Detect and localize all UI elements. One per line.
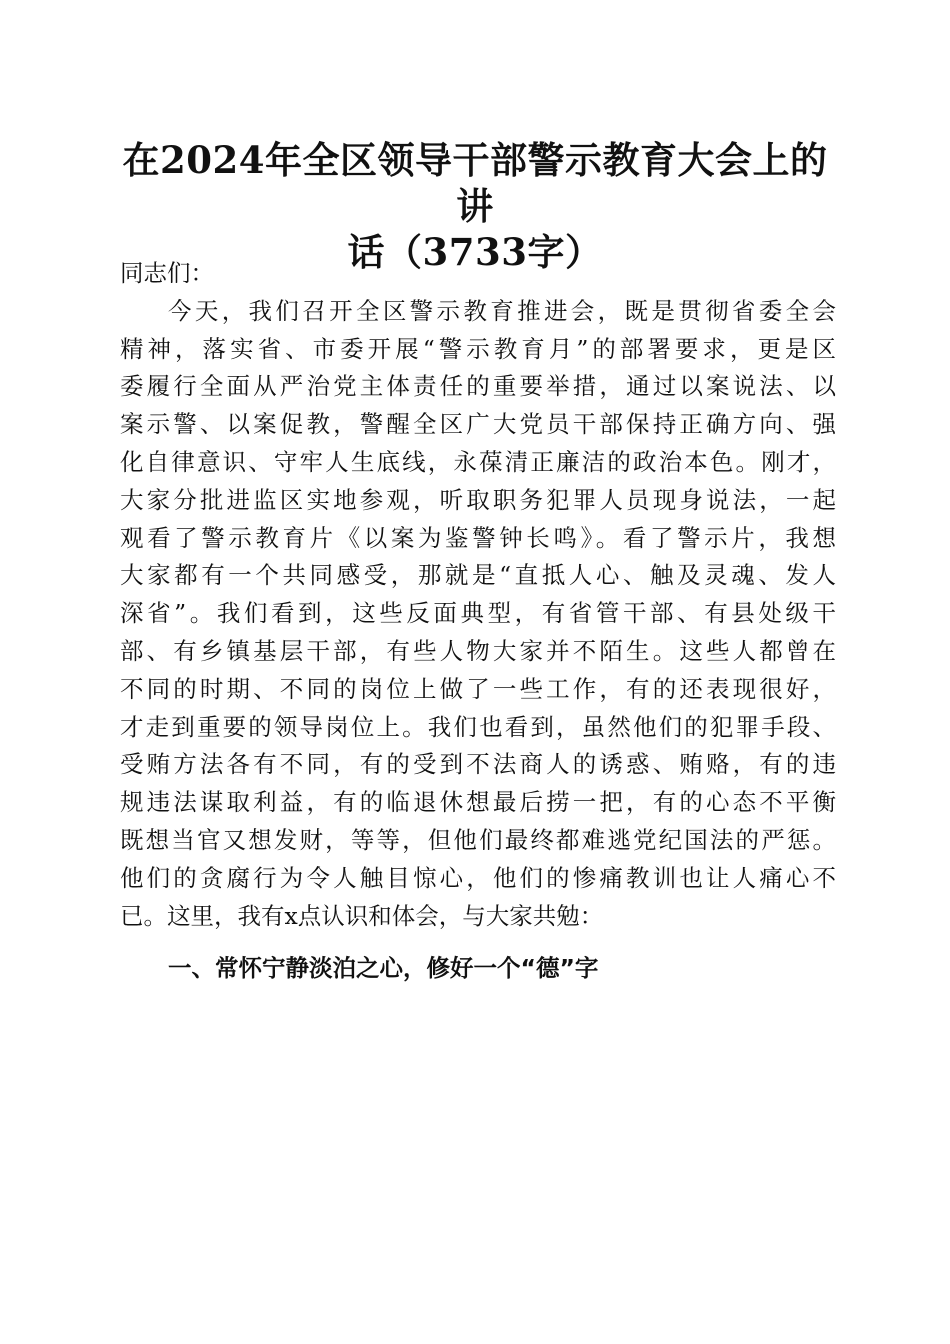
paragraph-line: 他们的贪腐行为令人触目惊心，他们的惨痛教训也让人痛心不: [120, 863, 836, 892]
paragraph-line: 观看了警示教育片《以案为鉴警钟长鸣》。看了警示片，我想: [120, 523, 836, 552]
paragraph-line: 深省”。我们看到，这些反面典型，有省管干部、有县处级干: [120, 599, 836, 628]
paragraph-line: 化自律意识、守牢人生底线，永葆清正廉洁的政治本色。刚才，: [120, 447, 836, 476]
salutation: 同志们：: [120, 259, 214, 287]
paragraph-line: 今天，我们召开全区警示教育推进会，既是贯彻省委全会: [168, 296, 836, 325]
section-heading-1: 一、常怀宁静淡泊之心，修好一个“德”字: [168, 954, 599, 983]
paragraph-line: 大家分批进监区实地参观，听取职务犯罪人员现身说法，一起: [120, 485, 836, 514]
paragraph-line: 规违法谋取利益，有的临退休想最后捞一把，有的心态不平衡: [120, 788, 836, 817]
title-line-1: 在2024年全区领导干部警示教育大会上的讲: [122, 138, 828, 228]
paragraph-1: [120, 293, 836, 936]
document-body: [120, 255, 836, 988]
paragraph-line: 委履行全面从严治党主体责任的重要举措，通过以案说法、以: [120, 372, 836, 401]
paragraph-line: 已。这里，我有x点认识和体会，与大家共勉：: [120, 901, 604, 930]
paragraph-line: 受贿方法各有不同，有的受到不法商人的诱惑、贿赂，有的违: [120, 750, 836, 779]
paragraph-line: 案示警、以案促教，警醒全区广大党员干部保持正确方向、强: [120, 410, 836, 439]
paragraph-line: 精神，落实省、市委开展“警示教育月”的部署要求，更是区: [120, 334, 836, 363]
paragraph-line: 才走到重要的领导岗位上。我们也看到，虽然他们的犯罪手段、: [120, 712, 836, 741]
paragraph-line: 部、有乡镇基层干部，有些人物大家并不陌生。这些人都曾在: [120, 636, 836, 665]
paragraph-line: 不同的时期、不同的岗位上做了一些工作，有的还表现很好，: [120, 674, 836, 703]
title-line-2: 话（3733字）: [347, 230, 603, 274]
paragraph-line: 大家都有一个共同感受，那就是“直抵人心、触及灵魂、发人: [120, 561, 836, 590]
paragraph-line: 既想当官又想发财，等等，但他们最终都难逃党纪国法的严惩。: [120, 825, 836, 854]
